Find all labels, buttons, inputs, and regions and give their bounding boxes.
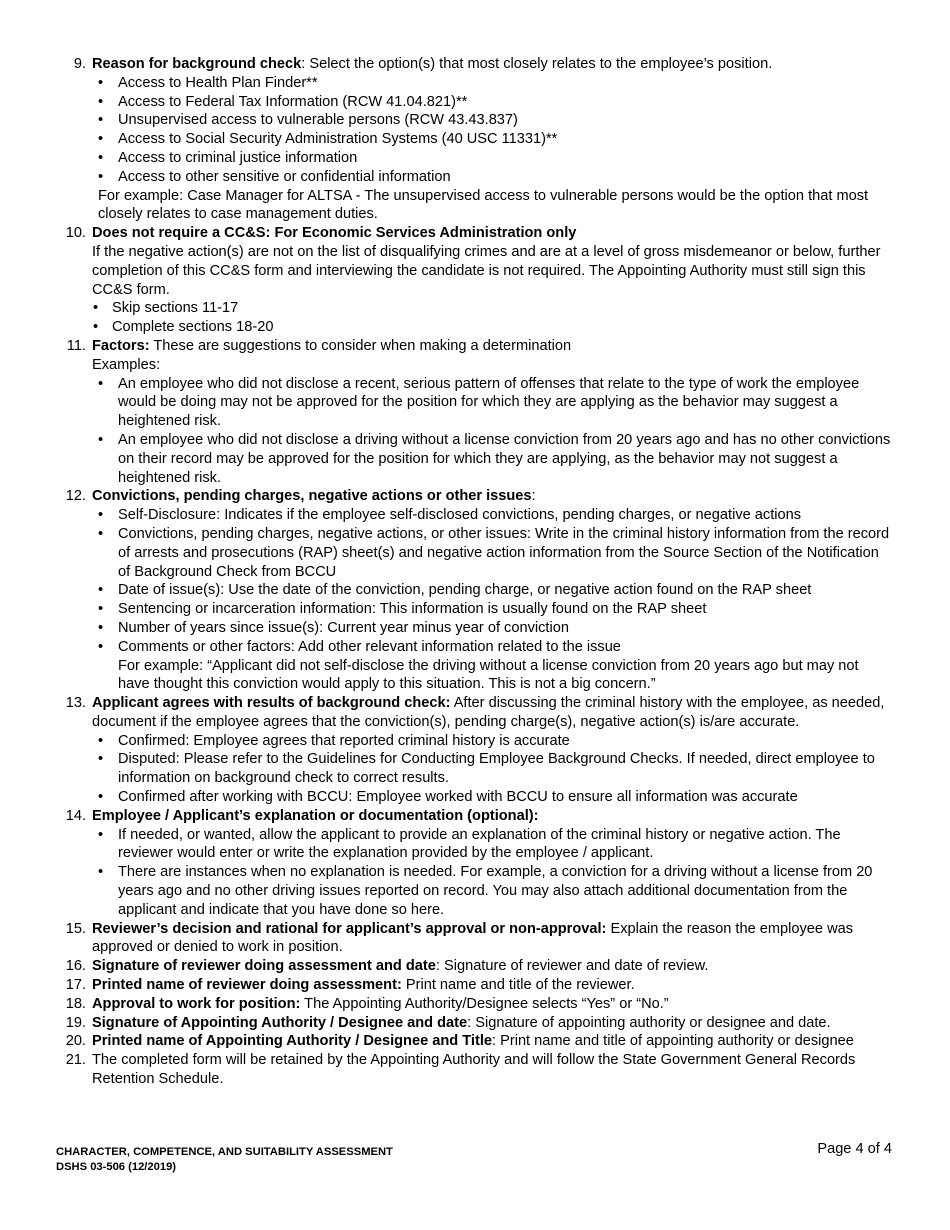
item-15 [0,920,950,958]
list-item: • There are instances when no explanation is needed. For example, a conviction for a driving without a license from 20 years ago and no other driving issues reported on record. You may also attach additional documentation from the applicant and indicate that you have done so here. [92,863,892,919]
item-title: Factors: [92,337,150,354]
list-item: • Skip sections 11-17 [92,299,892,318]
list-item [92,638,892,694]
example-text: For example: “Applicant did not self-disclose the driving without a license conviction from 20 years ago but may not have thought this conviction would apply to this situation. This is not a big concern.” [118,657,859,693]
item-16 [0,957,950,976]
item-desc: : Select the option(s) that most closely relates to the employee’s position. [301,56,773,72]
item-title: Signature of Appointing Authority / Designee and date [92,1014,468,1031]
item-desc: The completed form will be retained by the Appointing Authority and will follow the State Government General Records Retention Schedule. [92,1052,856,1088]
item-10 [0,224,950,337]
bullet-list [92,732,892,807]
item-18 [0,995,950,1014]
list-item: • Date of issue(s): Use the date of the conviction, pending charge, or negative action found on the RAP sheet [92,581,892,600]
item-title: Convictions, pending charges, negative actions or other issues [92,488,532,505]
item-title: Employee / Applicant’s explanation or documentation (optional): [92,807,539,824]
list-item: • Unsupervised access to vulnerable persons (RCW 43.43.837) [92,111,892,130]
list-item: • Number of years since issue(s): Current year minus year of conviction [92,619,892,638]
item-14 [0,807,950,920]
item-number: 19. [65,1014,86,1031]
examples-label: Examples: [92,356,161,373]
list-item: • Sentencing or incarceration information: This information is usually found on the RAP sheet [92,600,892,619]
item-title: Reviewer’s decision and rational for applicant’s approval or non-approval: [92,920,607,937]
list-item: • Confirmed: Employee agrees that reported criminal history is accurate [92,732,892,751]
list-item: • Disputed: Please refer to the Guidelines for Conducting Employee Background Checks. If needed, direct employee to information on background check to correct results. [92,750,892,788]
instructions-list [0,55,950,1089]
item-number: 10. [65,225,86,242]
bullet-list [92,74,892,187]
item-desc: Explain the reason the employee was approved or denied to work in position. [92,920,854,956]
item-number: 13. [65,695,86,712]
item-13 [0,694,950,807]
list-item: • Convictions, pending charges, negative actions, or other issues: Write in the criminal history information from the record of arrests and prosecutions (RAP) sheet(s) and negative action information from the Source Section of the Notification of Background Check from BCCU [92,525,892,581]
bullet-list [92,299,892,337]
page-number: Page 4 of 4 [817,1141,892,1157]
item-title: Applicant agrees with results of background check: [92,695,451,712]
item-title: Does not require a CC&S: For Economic Services Administration only [92,225,577,242]
item-title: Approval to work for position: [92,995,301,1012]
item-number: 17. [65,977,86,994]
item-number: 9. [73,56,86,72]
list-item: • Access to Health Plan Finder** [92,74,892,93]
item-desc: Print name and title of the reviewer. [401,977,635,994]
list-item: • An employee who did not disclose a recent, serious pattern of offenses that relate to the type of work the employee would be doing may not be approved for the position for which they are applying as the behavior may suggest a heightened risk. [92,375,892,431]
example-text: For example: Case Manager for ALTSA - The unsupervised access to vulnerable persons would be the option that most closely relates to case management duties. [98,187,869,223]
item-20 [0,1032,950,1051]
bullet-list [92,375,892,488]
item-desc: These are suggestions to consider when making a determination [149,337,572,354]
item-11 [0,337,950,487]
item-title: Signature of reviewer doing assessment and date [92,958,436,975]
item-number: 16. [65,958,86,975]
list-item: • Confirmed after working with BCCU: Employee worked with BCCU to ensure all information was accurate [92,788,892,807]
item-title: Reason for background check [92,56,302,72]
item-number: 20. [65,1033,86,1050]
list-item: • If needed, or wanted, allow the applicant to provide an explanation of the criminal history or negative action. The reviewer would enter or write the explanation provided by the employee / applicant. [92,826,892,864]
list-item: • Complete sections 18-20 [92,318,892,337]
list-item: • Access to Federal Tax Information (RCW 41.04.821)** [92,93,892,112]
bullet-list [92,506,892,694]
item-number: 21. [65,1052,86,1069]
item-number: 15. [65,920,86,937]
item-12 [0,487,950,694]
item-21 [0,1051,950,1089]
item-number: 12. [65,488,86,505]
item-title: Printed name of reviewer doing assessment: [92,977,402,994]
list-item: • Self-Disclosure: Indicates if the employee self-disclosed convictions, pending charges, or negative actions [92,506,892,525]
item-desc: After discussing the criminal history with the employee, as needed, document if the employee agrees that the conviction(s), pending charge(s), negative action(s) is/are accurate. [92,695,885,730]
bullet-list [92,826,892,920]
form-title: CHARACTER, COMPETENCE, AND SUITABILITY ASSESSMENT [56,1146,393,1158]
item-desc: : Signature of reviewer and date of review. [435,958,709,975]
item-9 [0,55,950,224]
item-desc: : Signature of appointing authority or designee and date. [467,1014,831,1031]
list-item: • Access to other sensitive or confidential information [92,168,892,187]
item-number: 18. [65,995,86,1012]
item-19 [0,1014,950,1033]
item-number: 11. [66,337,86,354]
item-17 [0,976,950,995]
item-desc: If the negative action(s) are not on the list of disqualifying crimes and are at a level of gross misdemeanor or below, further completion of this CC&S form and interviewing the candidate is not required. The Appointing Authority must still sign this CC&S form. [92,243,881,298]
form-number: DSHS 03-506 (12/2019) [56,1160,177,1173]
list-item: • Access to Social Security Administration Systems (40 USC 11331)** [92,130,892,149]
item-title: Printed name of Appointing Authority / Designee and Title [92,1033,492,1050]
item-desc: The Appointing Authority/Designee selects “Yes” or “No.” [300,995,669,1012]
list-item-text: Comments or other factors: Add other relevant information related to the issue [118,638,621,655]
item-desc: : Print name and title of appointing authority or designee [492,1033,854,1050]
item-desc: : [531,488,536,505]
item-number: 14. [65,807,86,824]
footer-form-info [56,1145,393,1174]
list-item: • Access to criminal justice information [92,149,892,168]
list-item: • An employee who did not disclose a driving without a license conviction from 20 years ago and has no other convictions on their record may be approved for the position for which they are applying, as the behavior may not suggest a heightened risk. [92,431,892,487]
